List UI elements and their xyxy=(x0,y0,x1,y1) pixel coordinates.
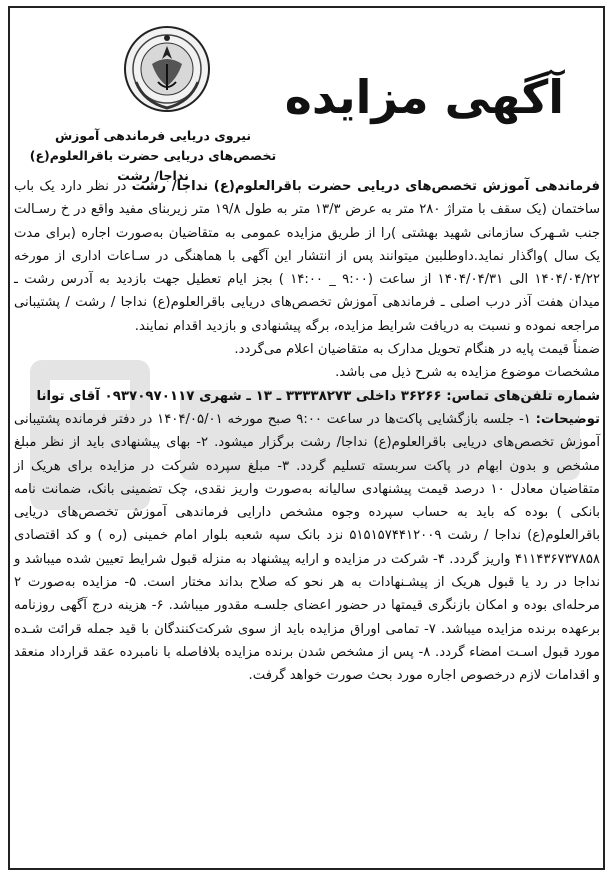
notes-body: ۱- جلسه بازگشایی پاکت‌ها در ساعت ۹:۰۰ صبح مورخه ۱۴۰۴/۰۵/۰۱ در دفتر فرمانده پشتیبانی آموزش تخصص‌های دریایی باقرالعلوم(ع) نداجا/ رشت برگزار میشود. ۲- بهای پیشنهادی باید از نظر مبلغ مشخص و بدون ابهام در پاکت سربسته تسلیم گردد. ۳- مبلغ سپرده شرکت در مزایده برای هریک از متقاضیان معادل ۱۰ درصد قیمت پیشنهادی سالیانه به‌صورت واریز نقدی، چک تضمینی بانک، ضمانت نامه بانکی ) بوده که باید به حساب سپرده وجوه مشخص دارایی فرماندهی آموزش تخصص‌های دریایی باقرالعلوم(ع) نداجا / رشت ۵۱۵۱۵۷۴۴۱۲۰۰۹ نزد بانک سپه شعبه بلوار امام خمینی (ره ) و کد اقتصادی ۴۱۱۴۳۶۷۳۷۸۵۸ واریز گردد. ۴- شرکت در مزایده و ارایه پیشنهاد به منزله قبول شرایط تعیین شده میباشد و نداجا در رد یا قبول هریک از پیشـنهادات به هر نحو که صلاح بداند مختار است. ۵- مزایده به‌صورت ۲ مرحله‌ای بوده و امکان بازنگری قیمتها در حضور اعضای جلسـه مقدور میباشد. ۶- هزینه درج آگهی روزنامه برعهده برنده مزایده میباشد. ۷- تمامی اوراق مزایده باید از سوی شرکت‌کنندگان با قید جمله قرائت شـده مورد قبول اسـت امضاء گردد. ۸- پس از مشخص شدن برنده مزایده بلافاصله با نامبرده عقد قرارداد منعقد و اقدامات لازم درخصوص اجاره مورد بحث صورت خواهد گرفت. xyxy=(14,411,601,684)
contact-phones: شماره تلفن‌های تماس: ۳۶۲۶۶ داخلی ۳۳۳۳۸۲۷۳ ـ ۱۳ ـ شهری ۰۹۳۷۰۹۷۰۱۱۷ آقای توانا xyxy=(36,388,600,404)
notice-body xyxy=(14,175,600,688)
intro-paragraph xyxy=(14,175,600,338)
notes-label: توضیحات: xyxy=(535,411,600,427)
org-line-2: تخصص‌های دریایی حضرت باقرالعلوم(ع) نداجا/ رشت xyxy=(29,148,277,183)
org-line-1: نیروی دریایی فرماندهی آموزش xyxy=(54,128,252,143)
intro-body: در نظر دارد یک باب ساختمان (یک سقف با متراژ ۲۸۰ متر به عرض ۱۳/۳ متر به طول ۱۹/۸ متر زیربنای مفید واقع در خ رسـالت جنب شـهرک سازمانی شهید بهشتی )را از طریق مزایده عمومی به متقاضیان به‌صورت اجاره (برای مدت یک سال )واگذار نماید.داوطلبین میتوانند پس از انتشار این آگهی با هماهنگی در سـاعات اداری از مورخه ۱۴۰۴/۰۴/۲۲ الی ۱۴۰۴/۰۴/۳۱ از ساعت (۹:۰۰ _ ۱۴:۰۰ ) بجز ایام تعطیل جهت بازدید به آدرس رشت ـ میدان هفت آذر درب اصلی ـ فرماندهی آموزش تخصص‌های دریایی باقرالعلوم(ع) نداجا / رشت / پشتیبانی مراجعه نموده و نسبت به دریافت شرایط مزایده، برگه پیشنهادی و بازدید اقدام نمایند. xyxy=(14,179,601,334)
page-title: آگهی مزایده xyxy=(284,70,564,124)
header xyxy=(10,10,604,183)
navy-emblem-icon xyxy=(122,24,212,114)
intro-lead: فرماندهی آموزش تخصص‌های دریایی حضرت باقرالعلوم(ع) نداجا/ رشت xyxy=(131,179,600,194)
specs-note: مشخصات موضوع مزایده به شرح ذیل می باشد. xyxy=(335,365,600,381)
base-price-note: ضمناً قیمت پایه در هنگام تحویل مدارک به متقاضیان اعلام می‌گردد. xyxy=(234,342,600,358)
notes-paragraph xyxy=(14,408,600,688)
